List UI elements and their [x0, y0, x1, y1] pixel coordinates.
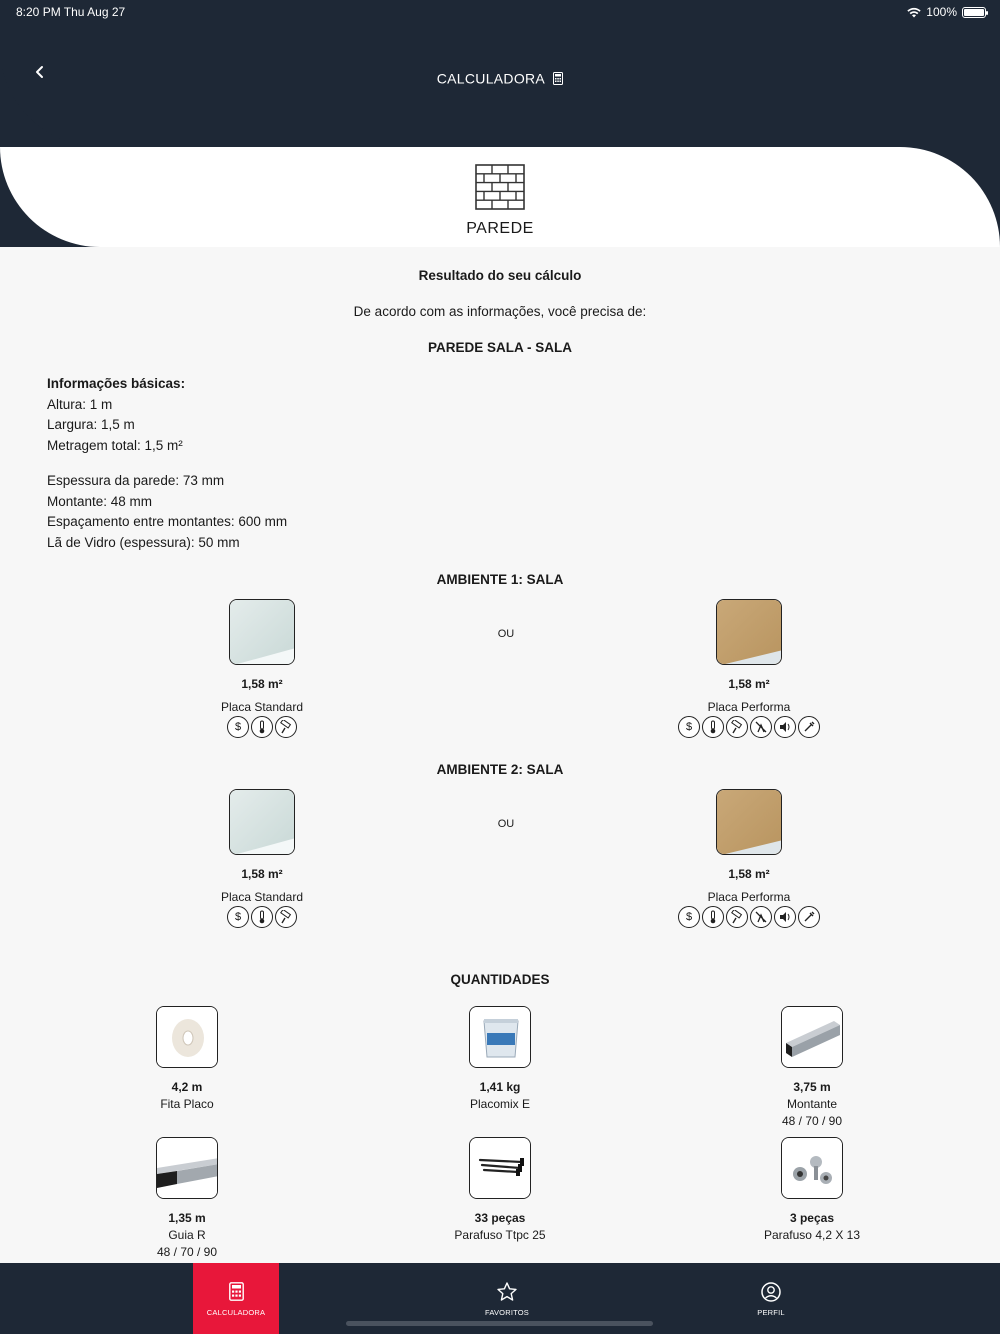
item-name: Parafuso Ttpc 25 — [454, 1228, 546, 1242]
quantity-item-parafuso-42[interactable] — [712, 1137, 912, 1242]
feature-badges — [182, 716, 342, 738]
product-qty: 1,58 m² — [241, 677, 283, 691]
quantity-item-guia[interactable] — [87, 1137, 287, 1259]
brick-wall-icon — [475, 164, 525, 210]
item-qty: 3,75 m — [793, 1080, 831, 1094]
wifi-icon — [907, 7, 921, 18]
impact-icon — [750, 906, 772, 928]
environment-title: AMBIENTE 1: SALA — [436, 572, 564, 587]
product-name: Placa Standard — [220, 700, 304, 714]
thermometer-icon — [251, 906, 273, 928]
info-line: Largura: 1,5 m — [47, 417, 135, 432]
product-qty: 1,58 m² — [728, 867, 770, 881]
dollar-icon: $ — [227, 716, 249, 738]
spec-line: Lã de Vidro (espessura): 50 mm — [47, 534, 240, 550]
calculator-icon — [553, 72, 563, 85]
tool-icon — [798, 906, 820, 928]
dollar-icon: $ — [678, 716, 700, 738]
tab-perfil[interactable] — [728, 1263, 814, 1334]
tape-roll-image — [156, 1006, 218, 1068]
quantity-item-placomix[interactable] — [400, 1006, 600, 1111]
tool-icon — [798, 716, 820, 738]
quantity-item-fita-placo[interactable] — [87, 1006, 287, 1111]
item-name: Fita Placo — [160, 1097, 214, 1111]
quantities-title: QUANTIDADES — [450, 972, 550, 987]
impact-icon — [750, 716, 772, 738]
thermometer-icon — [702, 906, 724, 928]
item-qty: 1,35 m — [168, 1211, 206, 1225]
feature-badges — [669, 716, 829, 738]
star-icon — [497, 1282, 517, 1301]
dollar-icon: $ — [227, 906, 249, 928]
sound-icon — [774, 716, 796, 738]
result-intro: De acordo com as informações, você precisa de: — [353, 304, 647, 319]
product-option-standard[interactable] — [182, 599, 342, 738]
or-label: OU — [497, 628, 515, 640]
product-option-performa[interactable] — [669, 789, 829, 928]
placa-performa-image — [716, 789, 782, 855]
product-option-standard[interactable] — [182, 789, 342, 928]
roller-icon — [726, 716, 748, 738]
item-name: Guia R — [168, 1228, 206, 1242]
tab-calculadora[interactable] — [193, 1263, 279, 1334]
basic-info-title: Informações básicas: — [47, 376, 186, 391]
product-name: Placa Performa — [707, 700, 791, 714]
item-sizes: 48 / 70 / 90 — [156, 1245, 218, 1259]
tab-label: PERFIL — [757, 1308, 785, 1317]
wall-name: PAREDE SALA - SALA — [427, 340, 572, 355]
placa-standard-image — [229, 789, 295, 855]
tab-label: CALCULADORA — [206, 1308, 266, 1317]
profile-icon — [761, 1282, 781, 1302]
product-name: Placa Standard — [220, 890, 304, 904]
product-name: Placa Performa — [707, 890, 791, 904]
quantity-item-montante[interactable] — [712, 1006, 912, 1128]
item-qty: 4,2 m — [171, 1080, 203, 1094]
thermometer-icon — [251, 716, 273, 738]
status-bar — [0, 0, 1000, 24]
header-title-row — [0, 69, 1000, 86]
spec-line: Montante: 48 mm — [47, 493, 153, 509]
info-line: Metragem total: 1,5 m² — [47, 437, 183, 453]
item-qty: 33 peças — [474, 1211, 526, 1225]
item-name: Montante — [786, 1097, 838, 1111]
product-option-performa[interactable] — [669, 599, 829, 738]
status-time: 8:20 PM Thu Aug 27 — [16, 5, 126, 19]
specs-info — [47, 471, 287, 553]
feature-badges — [182, 906, 342, 928]
section-title: PAREDE — [466, 220, 534, 237]
product-qty: 1,58 m² — [241, 867, 283, 881]
calculator-icon — [229, 1282, 244, 1301]
bucket-image — [469, 1006, 531, 1068]
tab-label: FAVORITOS — [484, 1308, 530, 1317]
item-qty: 3 peças — [789, 1211, 835, 1225]
placa-standard-image — [229, 599, 295, 665]
thermometer-icon — [702, 716, 724, 738]
result-heading: Resultado do seu cálculo — [418, 268, 582, 283]
small-screws-image — [781, 1137, 843, 1199]
steel-guide-image — [156, 1137, 218, 1199]
feature-badges — [669, 906, 829, 928]
home-indicator — [346, 1321, 653, 1326]
quantity-item-parafuso-ttpc[interactable] — [400, 1137, 600, 1242]
spec-line: Espessura da parede: 73 mm — [47, 473, 225, 488]
roller-icon — [275, 716, 297, 738]
placa-performa-image — [716, 599, 782, 665]
environment-title: AMBIENTE 2: SALA — [436, 762, 564, 777]
battery-percent: 100% — [926, 5, 957, 19]
item-qty: 1,41 kg — [479, 1080, 521, 1094]
steel-profile-image — [781, 1006, 843, 1068]
product-qty: 1,58 m² — [728, 677, 770, 691]
sound-icon — [774, 906, 796, 928]
roller-icon — [275, 906, 297, 928]
screws-image — [469, 1137, 531, 1199]
item-sizes: 48 / 70 / 90 — [781, 1114, 843, 1128]
basic-info — [47, 374, 185, 456]
roller-icon — [726, 906, 748, 928]
info-line: Altura: 1 m — [47, 396, 113, 412]
or-label: OU — [497, 818, 515, 830]
battery-icon — [962, 7, 986, 18]
page-title: CALCULADORA — [436, 70, 546, 87]
spec-line: Espaçamento entre montantes: 600 mm — [47, 514, 288, 529]
item-name: Placomix E — [469, 1097, 531, 1111]
dollar-icon: $ — [678, 906, 700, 928]
item-name: Parafuso 4,2 X 13 — [763, 1228, 861, 1242]
